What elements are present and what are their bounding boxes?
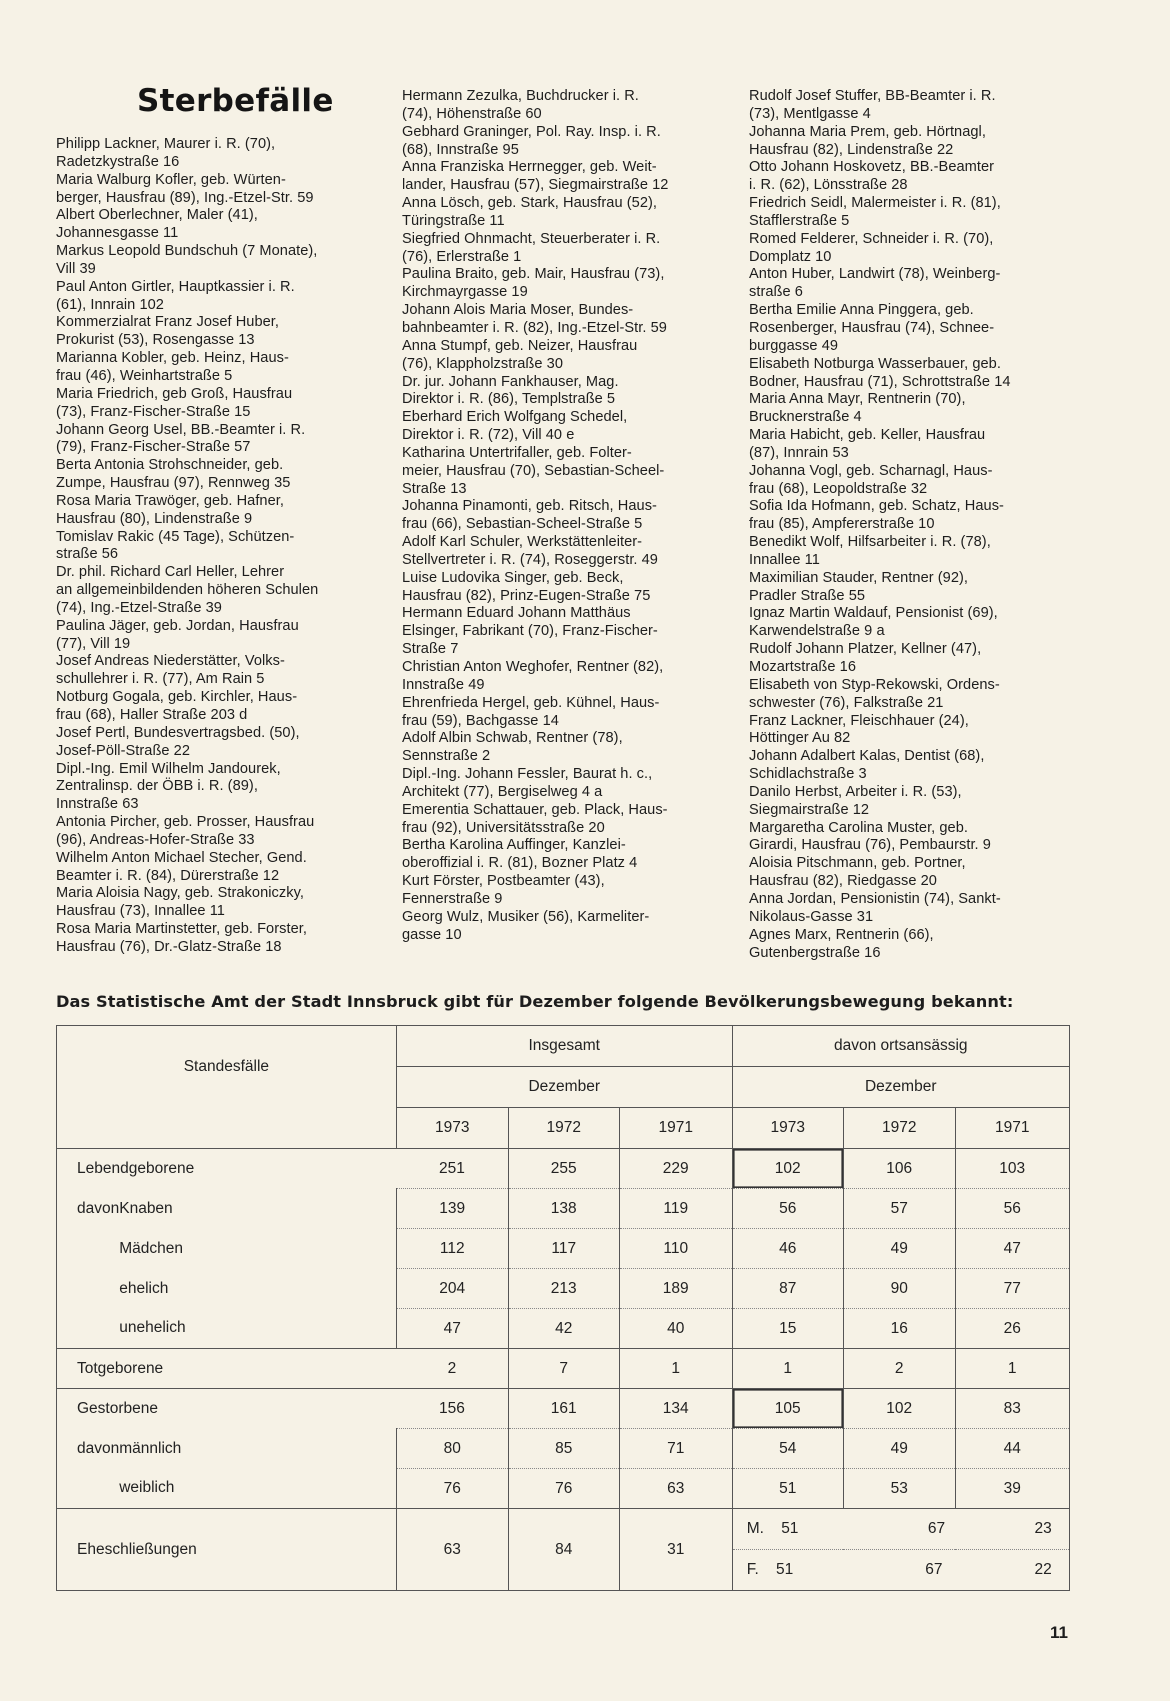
obituary-line: Dipl.-Ing. Emil Wilhelm Jandourek, [56, 760, 281, 777]
obituary-line: Paulina Braito, geb. Mair, Hausfrau (73), [402, 266, 665, 283]
obituary-line: Benedikt Wolf, Hilfsarbeiter i. R. (78), [749, 534, 991, 551]
table-cell: 134 [619, 1389, 732, 1429]
table-cell: 67 [925, 1561, 943, 1578]
obituary-line: Ignaz Martin Waldauf, Pensionist (69), [749, 605, 998, 622]
table-cell: 57 [843, 1189, 955, 1229]
obituary-line: Elsinger, Fabrikant (70), Franz-Fischer- [402, 623, 658, 640]
table-row [57, 1189, 1070, 1229]
obituary-line: Türingstraße 11 [402, 212, 505, 229]
obituary-line: Johann Alois Maria Moser, Bundes- [402, 302, 634, 319]
obituary-line: frau (85), Ampfererstraße 10 [749, 516, 935, 533]
obituary-line: Höttinger Au 82 [749, 730, 851, 747]
obituary-line: schwester (76), Falkstraße 21 [749, 694, 944, 711]
table-cell: 40 [619, 1309, 732, 1349]
obituary-line: Anna Jordan, Pensionistin (74), Sankt- [749, 890, 1001, 907]
obituary-line: Rosa Maria Trawöger, geb. Hafner, [56, 492, 284, 509]
obituary-line: Markus Leopold Bundschuh (7 Monate), [56, 243, 318, 260]
obituary-line: Paul Anton Girtler, Hauptkassier i. R. [56, 278, 295, 295]
obituary-line: Johanna Vogl, geb. Scharnagl, Haus- [749, 462, 993, 479]
obituary-line: (73), Franz-Fischer-Straße 15 [56, 403, 251, 420]
obituary-line: Maximilian Stauder, Rentner (92), [749, 569, 969, 586]
year-header: 1971 [955, 1108, 1069, 1149]
obituary-line: (77), Vill 19 [56, 635, 131, 652]
table-cell: 1 [619, 1349, 732, 1389]
obituary-line: Hausfrau (73), Innallee 11 [56, 903, 225, 920]
female-label: F. [746, 1561, 759, 1578]
obituary-line: Josef Pertl, Bundesvertragsbed. (50), [56, 724, 300, 741]
row-label: Gestorbene [57, 1389, 397, 1429]
row-label: männlich [119, 1429, 396, 1469]
table-cell: 102 [732, 1149, 843, 1189]
obituary-line: frau (59), Bachgasse 14 [402, 712, 559, 729]
obituary-line: Anna Franziska Herrnegger, geb. Weit- [402, 159, 657, 176]
obituary-line: Georg Wulz, Musiker (56), Karmeliter- [402, 908, 650, 925]
obituary-line: frau (46), Weinhartstraße 5 [56, 367, 233, 384]
obituary-line: Hermann Zezulka, Buchdrucker i. R. [402, 88, 639, 104]
row-label: Mädchen [119, 1229, 396, 1269]
table-cell: 31 [619, 1509, 732, 1591]
table-cell: 26 [955, 1309, 1069, 1349]
obituary-line: gasse 10 [402, 926, 462, 943]
obituary-line: (73), Mentlgasse 4 [749, 105, 871, 122]
table-cell: 44 [955, 1429, 1069, 1469]
obituary-line: Romed Felderer, Schneider i. R. (70), [749, 230, 994, 247]
obituary-line: bahnbeamter i. R. (82), Ing.-Etzel-Str. 59 [402, 319, 667, 336]
table-cell: 23 [1034, 1520, 1052, 1537]
table-cell: 77 [955, 1269, 1069, 1309]
header-ortsansaessig: davon ortsansässig [732, 1026, 1069, 1067]
obituary-line: Innstraße 49 [402, 676, 485, 693]
table-cell: 102 [843, 1389, 955, 1429]
table-cell: 42 [508, 1309, 619, 1349]
table-row [57, 1149, 1070, 1189]
obituary-line: Hausfrau (80), Lindenstraße 9 [56, 510, 253, 527]
obituary-line: Rudolf Josef Stuffer, BB-Beamter i. R. [749, 88, 996, 104]
table-cell: 105 [732, 1389, 843, 1429]
obituary-line: Margaretha Carolina Muster, geb. [749, 819, 968, 836]
table-cell: 117 [508, 1229, 619, 1269]
obituary-line: Dr. jur. Johann Fankhauser, Mag. [402, 373, 619, 390]
obituary-line: (79), Franz-Fischer-Straße 57 [56, 439, 251, 456]
obituary-line: (74), Ing.-Etzel-Straße 39 [56, 599, 222, 616]
table-cell: 229 [619, 1149, 732, 1189]
obituary-line: straße 56 [56, 546, 119, 563]
obituary-line: Kirchmayrgasse 19 [402, 284, 528, 301]
obituary-line: berger, Hausfrau (89), Ing.-Etzel-Str. 59 [56, 189, 314, 206]
table-cell: 76 [396, 1469, 508, 1509]
obituary-line: Johannesgasse 11 [56, 225, 179, 242]
statistics-heading: Das Statistische Amt der Stadt Innsbruck gibt für Dezember folgende Bevölkerungsbewegung bekannt: [56, 992, 1014, 1011]
obituary-line: oberoffizial i. R. (81), Bozner Platz 4 [402, 855, 638, 872]
obituary-line: lander, Hausfrau (57), Siegmairstraße 12 [402, 177, 669, 194]
table-cell: 156 [396, 1389, 508, 1429]
obituary-line: Sofia Ida Hofmann, geb. Schatz, Haus- [749, 498, 1004, 515]
row-label: weiblich [119, 1469, 396, 1509]
obituary-line: Eberhard Erich Wolfgang Schedel, [402, 409, 628, 426]
obituary-line: Hausfrau (76), Dr.-Glatz-Straße 18 [56, 938, 282, 955]
obituary-column-2 [402, 88, 734, 945]
obituary-line: Franz Lackner, Fleischhauer (24), [749, 712, 969, 729]
table-row [57, 1269, 1070, 1309]
table-cell: 46 [732, 1229, 843, 1269]
obituary-line: Radetzkystraße 16 [56, 153, 180, 170]
marriage-male-row [732, 1509, 1069, 1550]
obituary-line: Karwendelstraße 9 a [749, 623, 885, 640]
table-cell: 15 [732, 1309, 843, 1349]
obituary-line: Katharina Untertrifaller, geb. Folter- [402, 444, 632, 461]
table-cell: 90 [843, 1269, 955, 1309]
obituary-line: Antonia Pircher, geb. Prosser, Hausfrau [56, 814, 315, 831]
obituary-line: Sennstraße 2 [402, 748, 491, 765]
obituary-line: Adolf Karl Schuler, Werkstättenleiter- [402, 534, 643, 551]
obituary-line: an allgemeinbildenden höheren Schulen [56, 582, 319, 599]
obituary-line: (76), Klappholzstraße 30 [402, 355, 564, 372]
table-cell: 7 [508, 1349, 619, 1389]
obituary-line: Gebhard Graninger, Pol. Ray. Insp. i. R. [402, 123, 661, 140]
obituary-line: (68), Innstraße 95 [402, 141, 519, 158]
obituary-line: Anna Stumpf, geb. Neizer, Hausfrau [402, 337, 638, 354]
obituary-line: Adolf Albin Schwab, Rentner (78), [402, 730, 623, 747]
obituary-line: straße 6 [749, 284, 803, 301]
table-cell: 2 [843, 1349, 955, 1389]
page-title: Sterbefälle [137, 83, 334, 119]
table-cell: 80 [396, 1429, 508, 1469]
row-prefix: davon [57, 1189, 120, 1229]
table-cell: 76 [508, 1469, 619, 1509]
obituary-line: Zentralinsp. der ÖBB i. R. (89), [56, 778, 258, 795]
obituary-line: Beamter i. R. (84), Dürerstraße 12 [56, 867, 280, 884]
obituary-line: frau (68), Leopoldstraße 32 [749, 480, 928, 497]
obituary-line: Tomislav Rakic (45 Tage), Schützen- [56, 528, 295, 545]
obituary-line: Architekt (77), Bergiselweg 4 a [402, 783, 603, 800]
table-cell: 16 [843, 1309, 955, 1349]
table-cell: 54 [732, 1429, 843, 1469]
table-cell: 51 [781, 1520, 799, 1537]
table-cell: 71 [619, 1429, 732, 1469]
table-cell: 106 [843, 1149, 955, 1189]
table-cell: 251 [396, 1149, 508, 1189]
table-row [57, 1309, 1070, 1349]
obituary-line: Kurt Förster, Postbeamter (43), [402, 873, 605, 890]
table-cell: 189 [619, 1269, 732, 1309]
year-header: 1973 [732, 1108, 843, 1149]
table-cell: 49 [843, 1229, 955, 1269]
obituary-line: Philipp Lackner, Maurer i. R. (70), [56, 136, 276, 152]
table-cell: 139 [396, 1189, 508, 1229]
table-cell: 56 [732, 1189, 843, 1229]
obituary-line: Elisabeth von Styp-Rekowski, Ordens- [749, 676, 1000, 693]
obituary-line: Aloisia Pitschmann, geb. Portner, [749, 855, 966, 872]
obituary-line: Domplatz 10 [749, 248, 832, 265]
obituary-line: Gutenbergstraße 16 [749, 944, 881, 961]
obituary-line: Otto Johann Hoskovetz, BB.-Beamter [749, 159, 995, 176]
header-month-ortsansaessig: Dezember [732, 1067, 1069, 1108]
table-cell: 204 [396, 1269, 508, 1309]
obituary-line: Emerentia Schattauer, geb. Plack, Haus- [402, 801, 668, 818]
obituary-line: Hausfrau (82), Prinz-Eugen-Straße 75 [402, 587, 651, 604]
obituary-line: Christian Anton Weghofer, Rentner (82), [402, 659, 664, 675]
obituary-line: meier, Hausfrau (70), Sebastian-Scheel- [402, 462, 665, 479]
obituary-line: Rosenberger, Hausfrau (74), Schnee- [749, 319, 995, 336]
obituary-line: Hausfrau (82), Lindenstraße 22 [749, 141, 954, 158]
obituary-line: Elisabeth Notburga Wasserbauer, geb. [749, 355, 1001, 372]
obituary-line: (61), Innrain 102 [56, 296, 164, 313]
obituary-line: (76), Erlerstraße 1 [402, 248, 522, 265]
obituary-line: frau (66), Sebastian-Scheel-Straße 5 [402, 516, 643, 533]
obituary-line: Johanna Pinamonti, geb. Ritsch, Haus- [402, 498, 657, 515]
header-month-insgesamt: Dezember [396, 1067, 732, 1108]
obituary-line: Innallee 11 [749, 551, 820, 568]
obituary-line: Bertha Karolina Auffinger, Kanzlei- [402, 837, 626, 854]
obituary-line: (74), Höhenstraße 60 [402, 105, 542, 122]
obituary-line: Maria Aloisia Nagy, geb. Strakoniczky, [56, 885, 304, 902]
obituary-line: Prokurist (53), Rosengasse 13 [56, 332, 255, 349]
obituary-line: Vill 39 [56, 260, 96, 277]
obituary-column-3 [749, 88, 1089, 962]
obituary-line: Dr. phil. Richard Carl Heller, Lehrer [56, 564, 285, 581]
obituary-line: Zumpe, Hausfrau (97), Rennweg 35 [56, 475, 291, 492]
marriage-female-row [732, 1550, 1069, 1591]
obituary-line: Johann Georg Usel, BB.-Beamter i. R. [56, 421, 306, 438]
obituary-line: Innstraße 63 [56, 796, 139, 813]
obituary-line: Agnes Marx, Rentnerin (66), [749, 926, 934, 943]
obituary-line: Johann Adalbert Kalas, Dentist (68), [749, 748, 985, 765]
obituary-line: Bertha Emilie Anna Pinggera, geb. [749, 302, 974, 319]
obituary-line: Straße 7 [402, 641, 459, 658]
obituary-line: Maria Anna Mayr, Rentnerin (70), [749, 391, 966, 408]
table-row [57, 1469, 1070, 1509]
obituary-line: Anton Huber, Landwirt (78), Weinberg- [749, 266, 1001, 283]
obituary-line: (96), Andreas-Hofer-Straße 33 [56, 831, 255, 848]
obituary-line: Maria Habicht, geb. Keller, Hausfrau [749, 427, 986, 444]
obituary-line: Anna Lösch, geb. Stark, Hausfrau (52), [402, 195, 657, 212]
table-cell: 83 [955, 1389, 1069, 1429]
obituary-line: Josef-Pöll-Straße 22 [56, 742, 191, 759]
table-cell: 2 [396, 1349, 508, 1389]
obituary-line: Notburg Gogala, geb. Kirchler, Haus- [56, 689, 298, 706]
table-cell: 56 [955, 1189, 1069, 1229]
row-label: unehelich [119, 1309, 396, 1349]
obituary-line: burggasse 49 [749, 337, 839, 354]
obituary-line: Bodner, Hausfrau (71), Schrottstraße 14 [749, 373, 1011, 390]
obituary-line: Kommerzialrat Franz Josef Huber, [56, 314, 280, 331]
table-cell: 39 [955, 1469, 1069, 1509]
obituary-line: Straße 13 [402, 480, 467, 497]
table-cell: 63 [619, 1469, 732, 1509]
header-standesfaelle: Standesfälle [57, 1026, 397, 1108]
row-label: Eheschließungen [57, 1509, 397, 1591]
table-cell: 47 [396, 1309, 508, 1349]
row-label: ehelich [119, 1269, 396, 1309]
year-header: 1972 [843, 1108, 955, 1149]
obituary-line: Fennerstraße 9 [402, 890, 503, 907]
row-label: Lebendgeborene [57, 1149, 397, 1189]
obituary-line: Direktor i. R. (72), Vill 40 e [402, 427, 575, 444]
table-cell: 51 [776, 1561, 794, 1578]
table-cell: 1 [955, 1349, 1069, 1389]
table-cell: 161 [508, 1389, 619, 1429]
obituary-line: Stafflerstraße 5 [749, 212, 850, 229]
obituary-line: Girardi, Hausfrau (76), Pembaurstr. 9 [749, 837, 991, 854]
obituary-line: Maria Friedrich, geb Groß, Hausfrau [56, 385, 293, 402]
obituary-line: schullehrer i. R. (77), Am Rain 5 [56, 671, 265, 688]
table-cell: 110 [619, 1229, 732, 1269]
obituary-line: Mozartstraße 16 [749, 659, 856, 675]
statistics-table [56, 1025, 1070, 1591]
obituary-line: Josef Andreas Niederstätter, Volks- [56, 653, 285, 670]
obituary-line: Ehrenfrieda Hergel, geb. Kühnel, Haus- [402, 694, 660, 711]
table-cell: 103 [955, 1149, 1069, 1189]
obituary-line: i. R. (62), Lönsstraße 28 [749, 177, 908, 194]
obituary-line: Marianna Kobler, geb. Heinz, Haus- [56, 350, 289, 367]
table-cell: 87 [732, 1269, 843, 1309]
row-label: Totgeborene [57, 1349, 397, 1389]
table-row [57, 1349, 1070, 1389]
obituary-line: Paulina Jäger, geb. Jordan, Hausfrau [56, 617, 299, 634]
obituary-line: Direktor i. R. (86), Templstraße 5 [402, 391, 616, 408]
obituary-column-1 [56, 136, 386, 957]
table-cell: 84 [508, 1509, 619, 1591]
year-header: 1972 [508, 1108, 619, 1149]
row-label: Knaben [119, 1189, 396, 1229]
obituary-line: Dipl.-Ing. Johann Fessler, Baurat h. c., [402, 766, 653, 783]
obituary-line: Berta Antonia Strohschneider, geb. [56, 457, 284, 474]
table-cell: 51 [732, 1469, 843, 1509]
table-cell: 119 [619, 1189, 732, 1229]
table-cell: 53 [843, 1469, 955, 1509]
obituary-line: Stellvertreter i. R. (74), Roseggerstr. 49 [402, 551, 658, 568]
obituary-line: Siegfried Ohnmacht, Steuerberater i. R. [402, 230, 661, 247]
year-header: 1973 [396, 1108, 508, 1149]
table-cell: 85 [508, 1429, 619, 1469]
obituary-line: frau (68), Haller Straße 203 d [56, 707, 248, 723]
year-header: 1971 [619, 1108, 732, 1149]
obituary-line: Schidlachstraße 3 [749, 766, 867, 783]
obituary-line: Albert Oberlechner, Maler (41), [56, 207, 258, 224]
obituary-line: Danilo Herbst, Arbeiter i. R. (53), [749, 783, 962, 800]
table-cell: 1 [732, 1349, 843, 1389]
row-prefix: davon [57, 1429, 120, 1469]
table-cell: 63 [396, 1509, 508, 1591]
table-cell: 47 [955, 1229, 1069, 1269]
obituary-line: Johanna Maria Prem, geb. Hörtnagl, [749, 123, 986, 140]
obituary-line: Hausfrau (82), Riedgasse 20 [749, 873, 937, 890]
obituary-line: (87), Innrain 53 [749, 444, 849, 461]
table-cell: 255 [508, 1149, 619, 1189]
obituary-line: Rosa Maria Martinstetter, geb. Forster, [56, 921, 307, 938]
obituary-line: Nikolaus-Gasse 31 [749, 908, 874, 925]
table-cell: 213 [508, 1269, 619, 1309]
obituary-line: Pradler Straße 55 [749, 587, 866, 604]
table-cell: 112 [396, 1229, 508, 1269]
table-cell: 138 [508, 1189, 619, 1229]
table-row [57, 1389, 1070, 1429]
obituary-line: Siegmairstraße 12 [749, 801, 870, 818]
table-row [57, 1229, 1070, 1269]
obituary-line: Brucknerstraße 4 [749, 409, 862, 426]
table-cell: 22 [1034, 1561, 1052, 1578]
obituary-line: Maria Walburg Kofler, geb. Würten- [56, 171, 286, 188]
obituary-line: Wilhelm Anton Michael Stecher, Gend. [56, 849, 307, 866]
obituary-line: Hermann Eduard Johann Matthäus [402, 605, 631, 622]
obituary-line: Friedrich Seidl, Malermeister i. R. (81), [749, 195, 1001, 212]
obituary-line: frau (92), Universitätsstraße 20 [402, 819, 605, 836]
header-insgesamt: Insgesamt [396, 1026, 732, 1067]
table-row [57, 1429, 1070, 1469]
male-label: M. [746, 1520, 764, 1537]
table-cell: 67 [927, 1520, 946, 1537]
obituary-line: Rudolf Johann Platzer, Kellner (47), [749, 641, 982, 658]
obituary-line: Luise Ludovika Singer, geb. Beck, [402, 569, 624, 586]
table-cell: 49 [843, 1429, 955, 1469]
page-number: 11 [1050, 1623, 1068, 1642]
